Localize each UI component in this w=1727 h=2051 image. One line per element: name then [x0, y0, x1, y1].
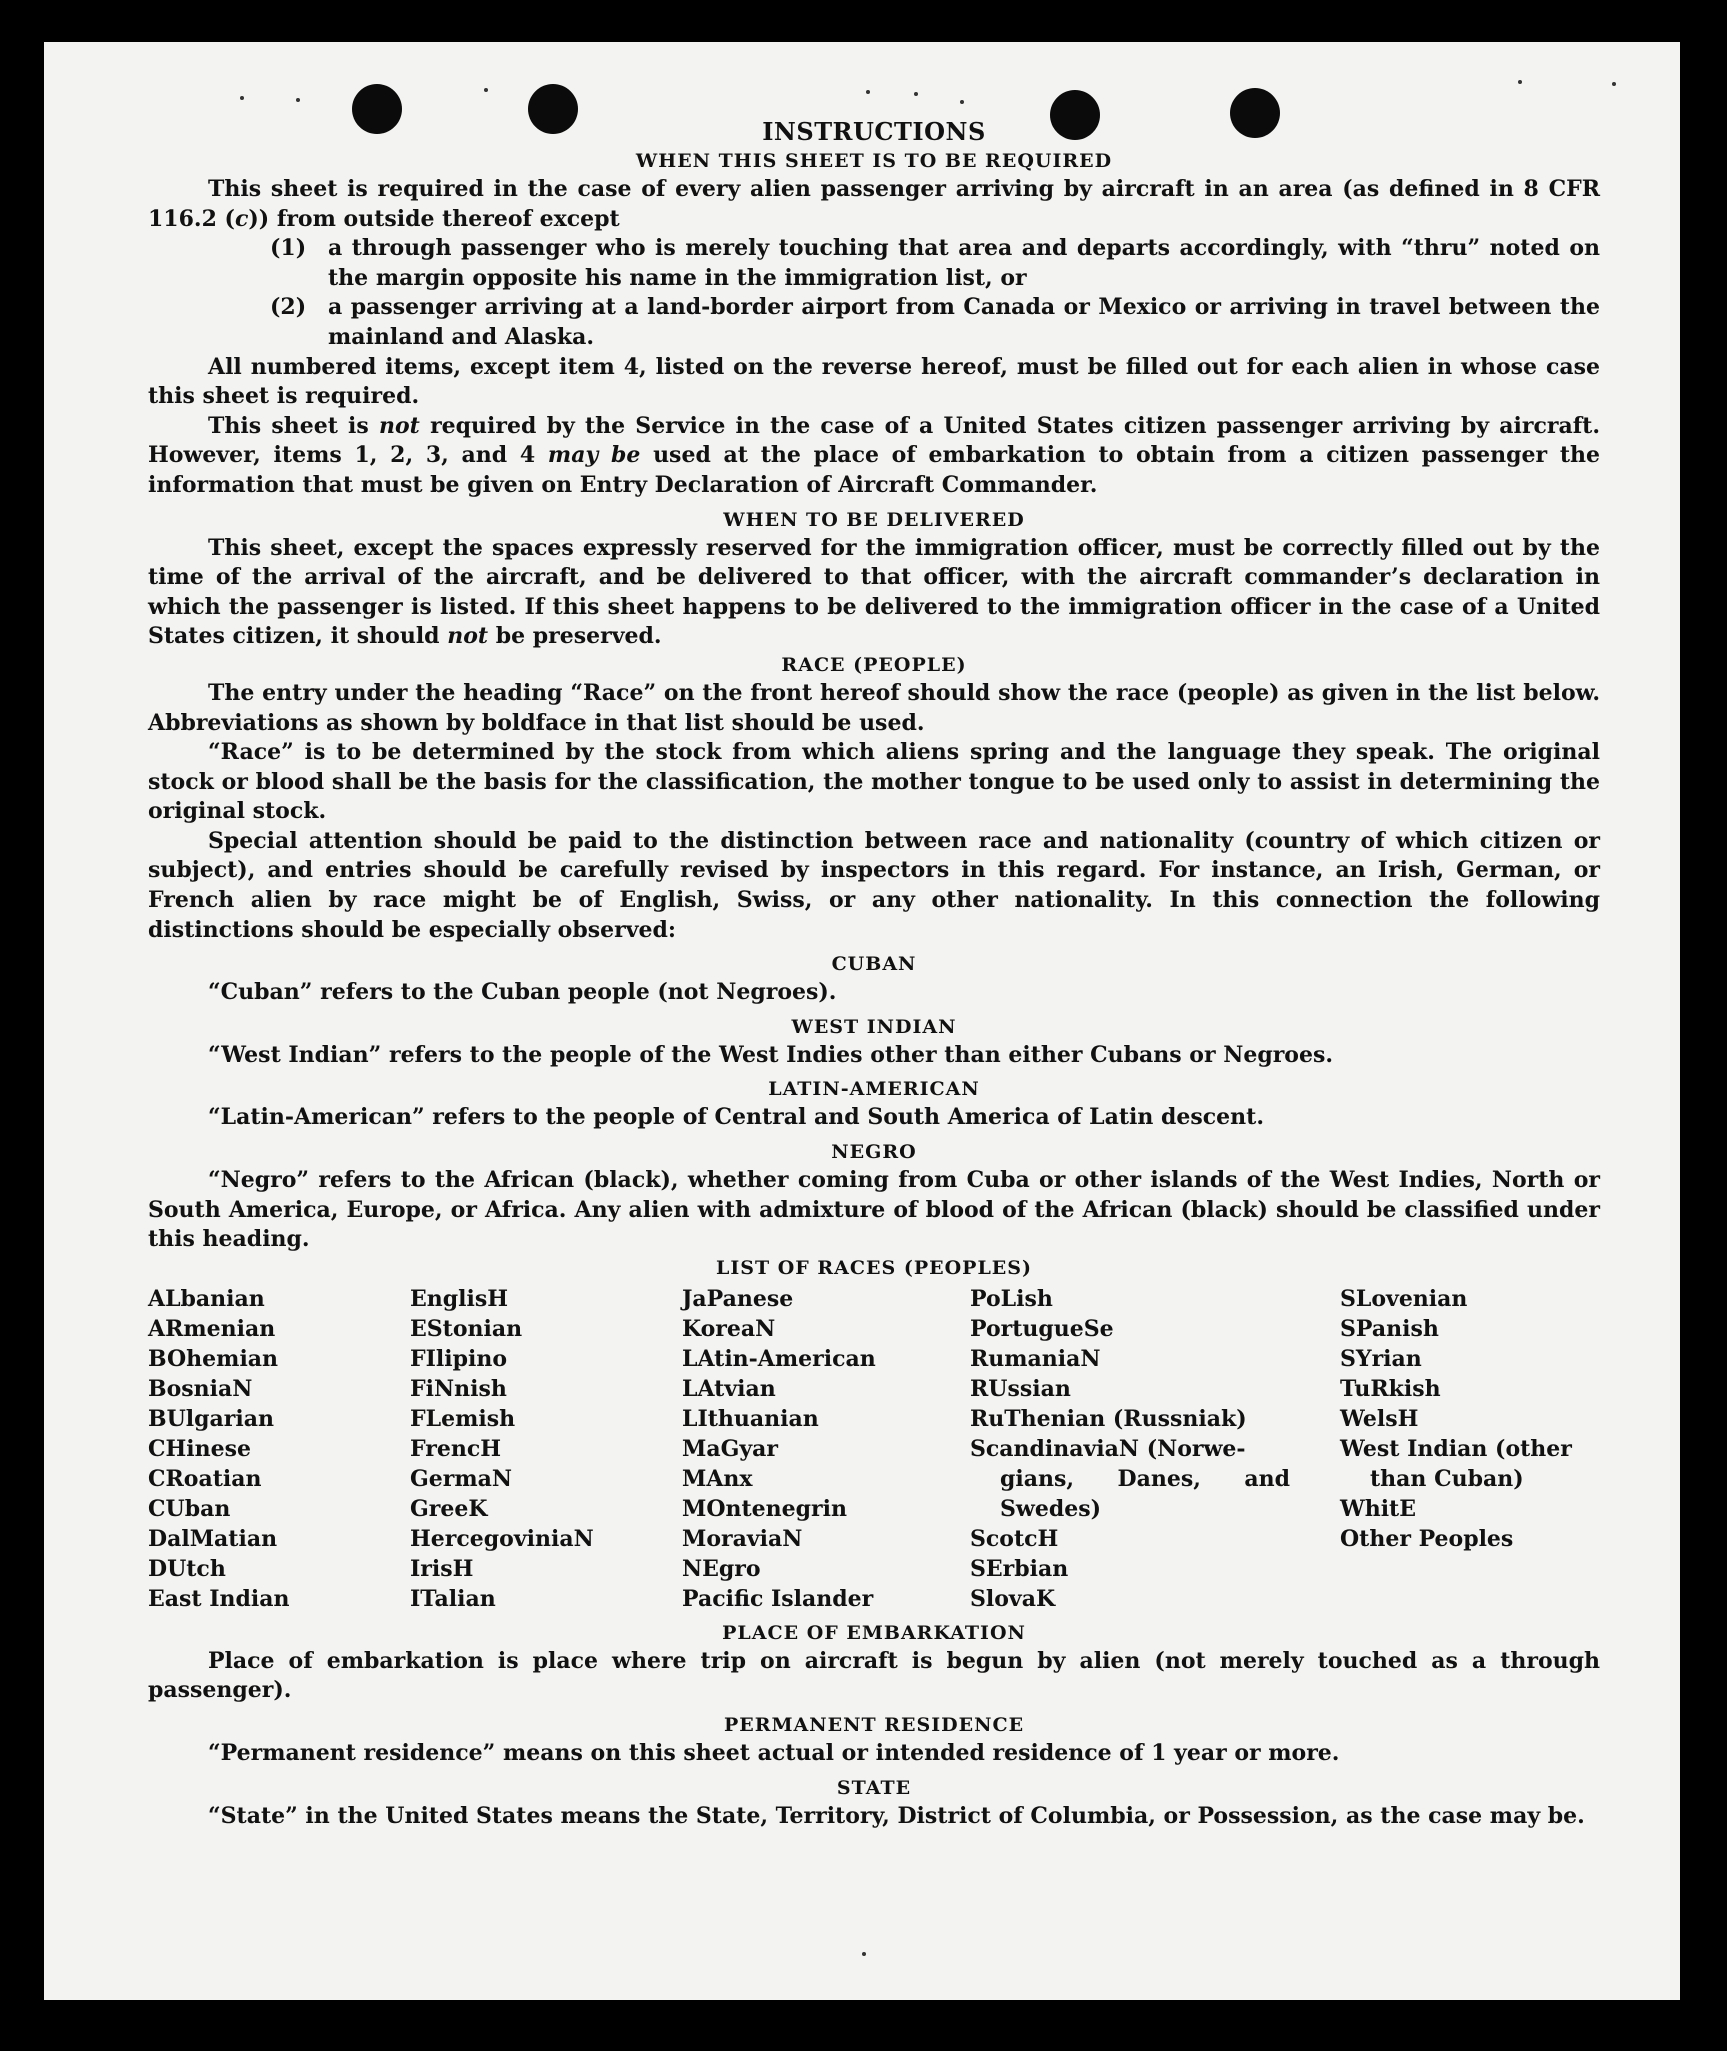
race-entry: LAtin-American [682, 1345, 876, 1372]
exception-item: (1) a through passenger who is merely touching that area and departs accordingly, with “thru” noted on the margin opposite his name in the immigration list, or [270, 235, 1600, 291]
race-entry: NEgro [682, 1555, 761, 1582]
race-entry: RUssian [970, 1375, 1071, 1402]
race-entry: CHinese [148, 1435, 252, 1462]
race-entry: ITalian [410, 1585, 496, 1612]
race-entry: SLovenian [1340, 1285, 1468, 1312]
section-heading: PLACE OF EMBARKATION [722, 1621, 1026, 1644]
race-entry: BosniaN [148, 1375, 253, 1402]
race-entry-continued: Swedes) [1000, 1495, 1101, 1522]
race-entry: MaGyar [682, 1435, 779, 1462]
paragraph: This sheet, except the spaces expressly reserved for the immigration officer, must be correctly filled out by the time of the arrival of the aircraft, and be delivered to that officer, with the aircraft commander’s declaration in which the passenger is listed. If this sheet happens to be delivered to the immigration officer in the case of a United States citizen, it should not be preserved. [148, 534, 1600, 650]
race-column [1340, 1284, 1600, 1614]
scan-speck [914, 92, 918, 96]
paragraph: “Race” is to be determined by the stock from which aliens spring and the language they speak. The original stock or blood shall be the basis for the classification, the mother tongue to be used only to assist in determining the original stock. [148, 739, 1600, 825]
section-heading: LIST OF RACES (PEOPLES) [716, 1256, 1032, 1279]
race-entry: MAnx [682, 1465, 753, 1492]
race-entry: East Indian [148, 1585, 290, 1612]
race-entry: West Indian (other [1340, 1435, 1572, 1462]
race-entry: FLemish [410, 1405, 516, 1432]
race-entry: PortugueSe [970, 1315, 1114, 1342]
race-entry: RuThenian (Russniak) [970, 1405, 1247, 1432]
paragraph: This sheet is not required by the Service in the case of a United States citizen passenger arriving by aircraft. However, items 1, 2, 3, and 4 may be used at the place of embarkation to obtain from a citizen passenger the information that must be given on Entry Declaration of Aircraft Commander. [148, 412, 1601, 498]
race-entry: ScotcH [970, 1525, 1059, 1552]
scan-speck [296, 98, 300, 102]
race-entry: DalMatian [148, 1525, 278, 1552]
race-entry-continued: than Cuban) [1370, 1465, 1524, 1492]
race-entry: WelsH [1340, 1405, 1419, 1432]
section-heading: LATIN-AMERICAN [768, 1078, 980, 1101]
race-entry: JaPanese [682, 1285, 794, 1312]
section-heading: WEST INDIAN [791, 1015, 957, 1038]
race-entry: LAtvian [682, 1375, 776, 1402]
scan-speck [484, 88, 488, 92]
race-entry: GermaN [410, 1465, 513, 1492]
race-entry: SlovaK [970, 1585, 1056, 1612]
race-entry: DUtch [148, 1555, 226, 1582]
definition: “West Indian” refers to the people of the West Indies other than either Cubans or Negroes. [208, 1041, 1334, 1068]
race-entry: SErbian [970, 1555, 1069, 1582]
race-entry: BOhemian [148, 1345, 279, 1372]
scan-speck [1612, 82, 1616, 86]
race-entry: CUban [148, 1495, 231, 1522]
scan-speck [866, 90, 870, 94]
race-entry: ARmenian [148, 1315, 276, 1342]
section-heading: PERMANENT RESIDENCE [723, 1714, 1025, 1736]
definition: “Negro” refers to the African (black), whether coming from Cuba or other islands of the West Indies, North or South America, Europe, or Africa. Any alien with admixture of blood of the African (black) should be classified under this heading. [148, 1167, 1600, 1253]
race-entry: PoLish [970, 1285, 1053, 1312]
section-heading: WHEN THIS SHEET IS TO BE REQUIRED [635, 150, 1113, 172]
instructions-text [148, 116, 1600, 1831]
scan-speck [240, 96, 244, 100]
exception-item: (2) a passenger arriving at a land-border airport from Canada or Mexico or arriving in travel between the mainland and Alaska. [270, 294, 1600, 350]
race-entry: EnglisH [410, 1285, 509, 1312]
race-entry: SYrian [1340, 1345, 1422, 1372]
document-page [44, 42, 1680, 2000]
race-entry: GreeK [410, 1495, 488, 1522]
race-entry: SPanish [1340, 1315, 1439, 1342]
definition: “State” in the United States means the State, Territory, District of Columbia, or Possession, as the case may be. [208, 1802, 1585, 1829]
scan-speck [1518, 80, 1522, 84]
race-entry: CRoatian [148, 1465, 262, 1492]
race-entry: Other Peoples [1340, 1525, 1514, 1552]
race-entry: TuRkish [1340, 1375, 1441, 1402]
race-entry: MoraviaN [682, 1525, 803, 1552]
race-entry: ScandinaviaN (Norwe- [970, 1435, 1246, 1462]
race-list [148, 1284, 1600, 1614]
paragraph: Special attention should be paid to the distinction between race and nationality (country of which citizen or subject), and entries should be carefully revised by inspectors in this regard. For instance, an Irish, German, or French alien by race might be of English, Swiss, or any other nationality. In this connection the following distinctions should be especially observed: [148, 827, 1600, 943]
race-entry: RumaniaN [970, 1345, 1101, 1372]
definition: Place of embarkation is place where trip on aircraft is begun by alien (not merely touched as a through passenger). [148, 1647, 1600, 1704]
section-heading: NEGRO [831, 1141, 917, 1164]
section-heading: CUBAN [831, 953, 917, 976]
race-column [970, 1284, 1340, 1614]
paragraph: All numbered items, except item 4, listed on the reverse hereof, must be filled out for each alien in whose case this sheet is required. [148, 353, 1600, 410]
race-entry: FrencH [410, 1435, 501, 1462]
race-entry: Pacific Islander [682, 1585, 874, 1612]
page-title: INSTRUCTIONS [762, 117, 986, 146]
race-entry: MOntenegrin [682, 1495, 847, 1522]
race-entry: KoreaN [682, 1315, 776, 1342]
race-entry: HercegoviniaN [410, 1525, 594, 1552]
race-entry: FiNnish [410, 1375, 507, 1402]
race-entry: IrisH [410, 1555, 474, 1582]
section-heading: WHEN TO BE DELIVERED [723, 508, 1025, 531]
scan-speck [862, 1952, 866, 1956]
paragraph: This sheet is required in the case of every alien passenger arriving by aircraft in an area (as defined in 8 CFR 116.2 (c)) from outside thereof except [148, 176, 1600, 232]
section-heading: RACE (PEOPLE) [781, 653, 967, 676]
race-column [148, 1284, 410, 1614]
definition: “Permanent residence” means on this sheet actual or intended residence of 1 year or more. [208, 1740, 1340, 1766]
race-entry: WhitE [1340, 1495, 1416, 1522]
race-entry-continued: gians, Danes, and [1000, 1465, 1290, 1492]
paragraph: The entry under the heading “Race” on the front hereof should show the race (people) as given in the list below. Abbreviations as shown by boldface in that list should be used. [148, 679, 1600, 736]
scan-speck [960, 100, 964, 104]
definition: “Latin-American” refers to the people of Central and South America of Latin descent. [208, 1104, 1264, 1131]
race-entry: ALbanian [148, 1285, 265, 1312]
race-entry: BUlgarian [148, 1405, 274, 1432]
race-entry: LIthuanian [682, 1405, 819, 1432]
race-entry: EStonian [410, 1315, 523, 1342]
race-column [682, 1284, 970, 1614]
definition: “Cuban” refers to the Cuban people (not Negroes). [208, 979, 837, 1006]
race-entry: FIlipino [410, 1345, 508, 1372]
section-heading: STATE [836, 1776, 912, 1799]
race-column [410, 1284, 682, 1614]
